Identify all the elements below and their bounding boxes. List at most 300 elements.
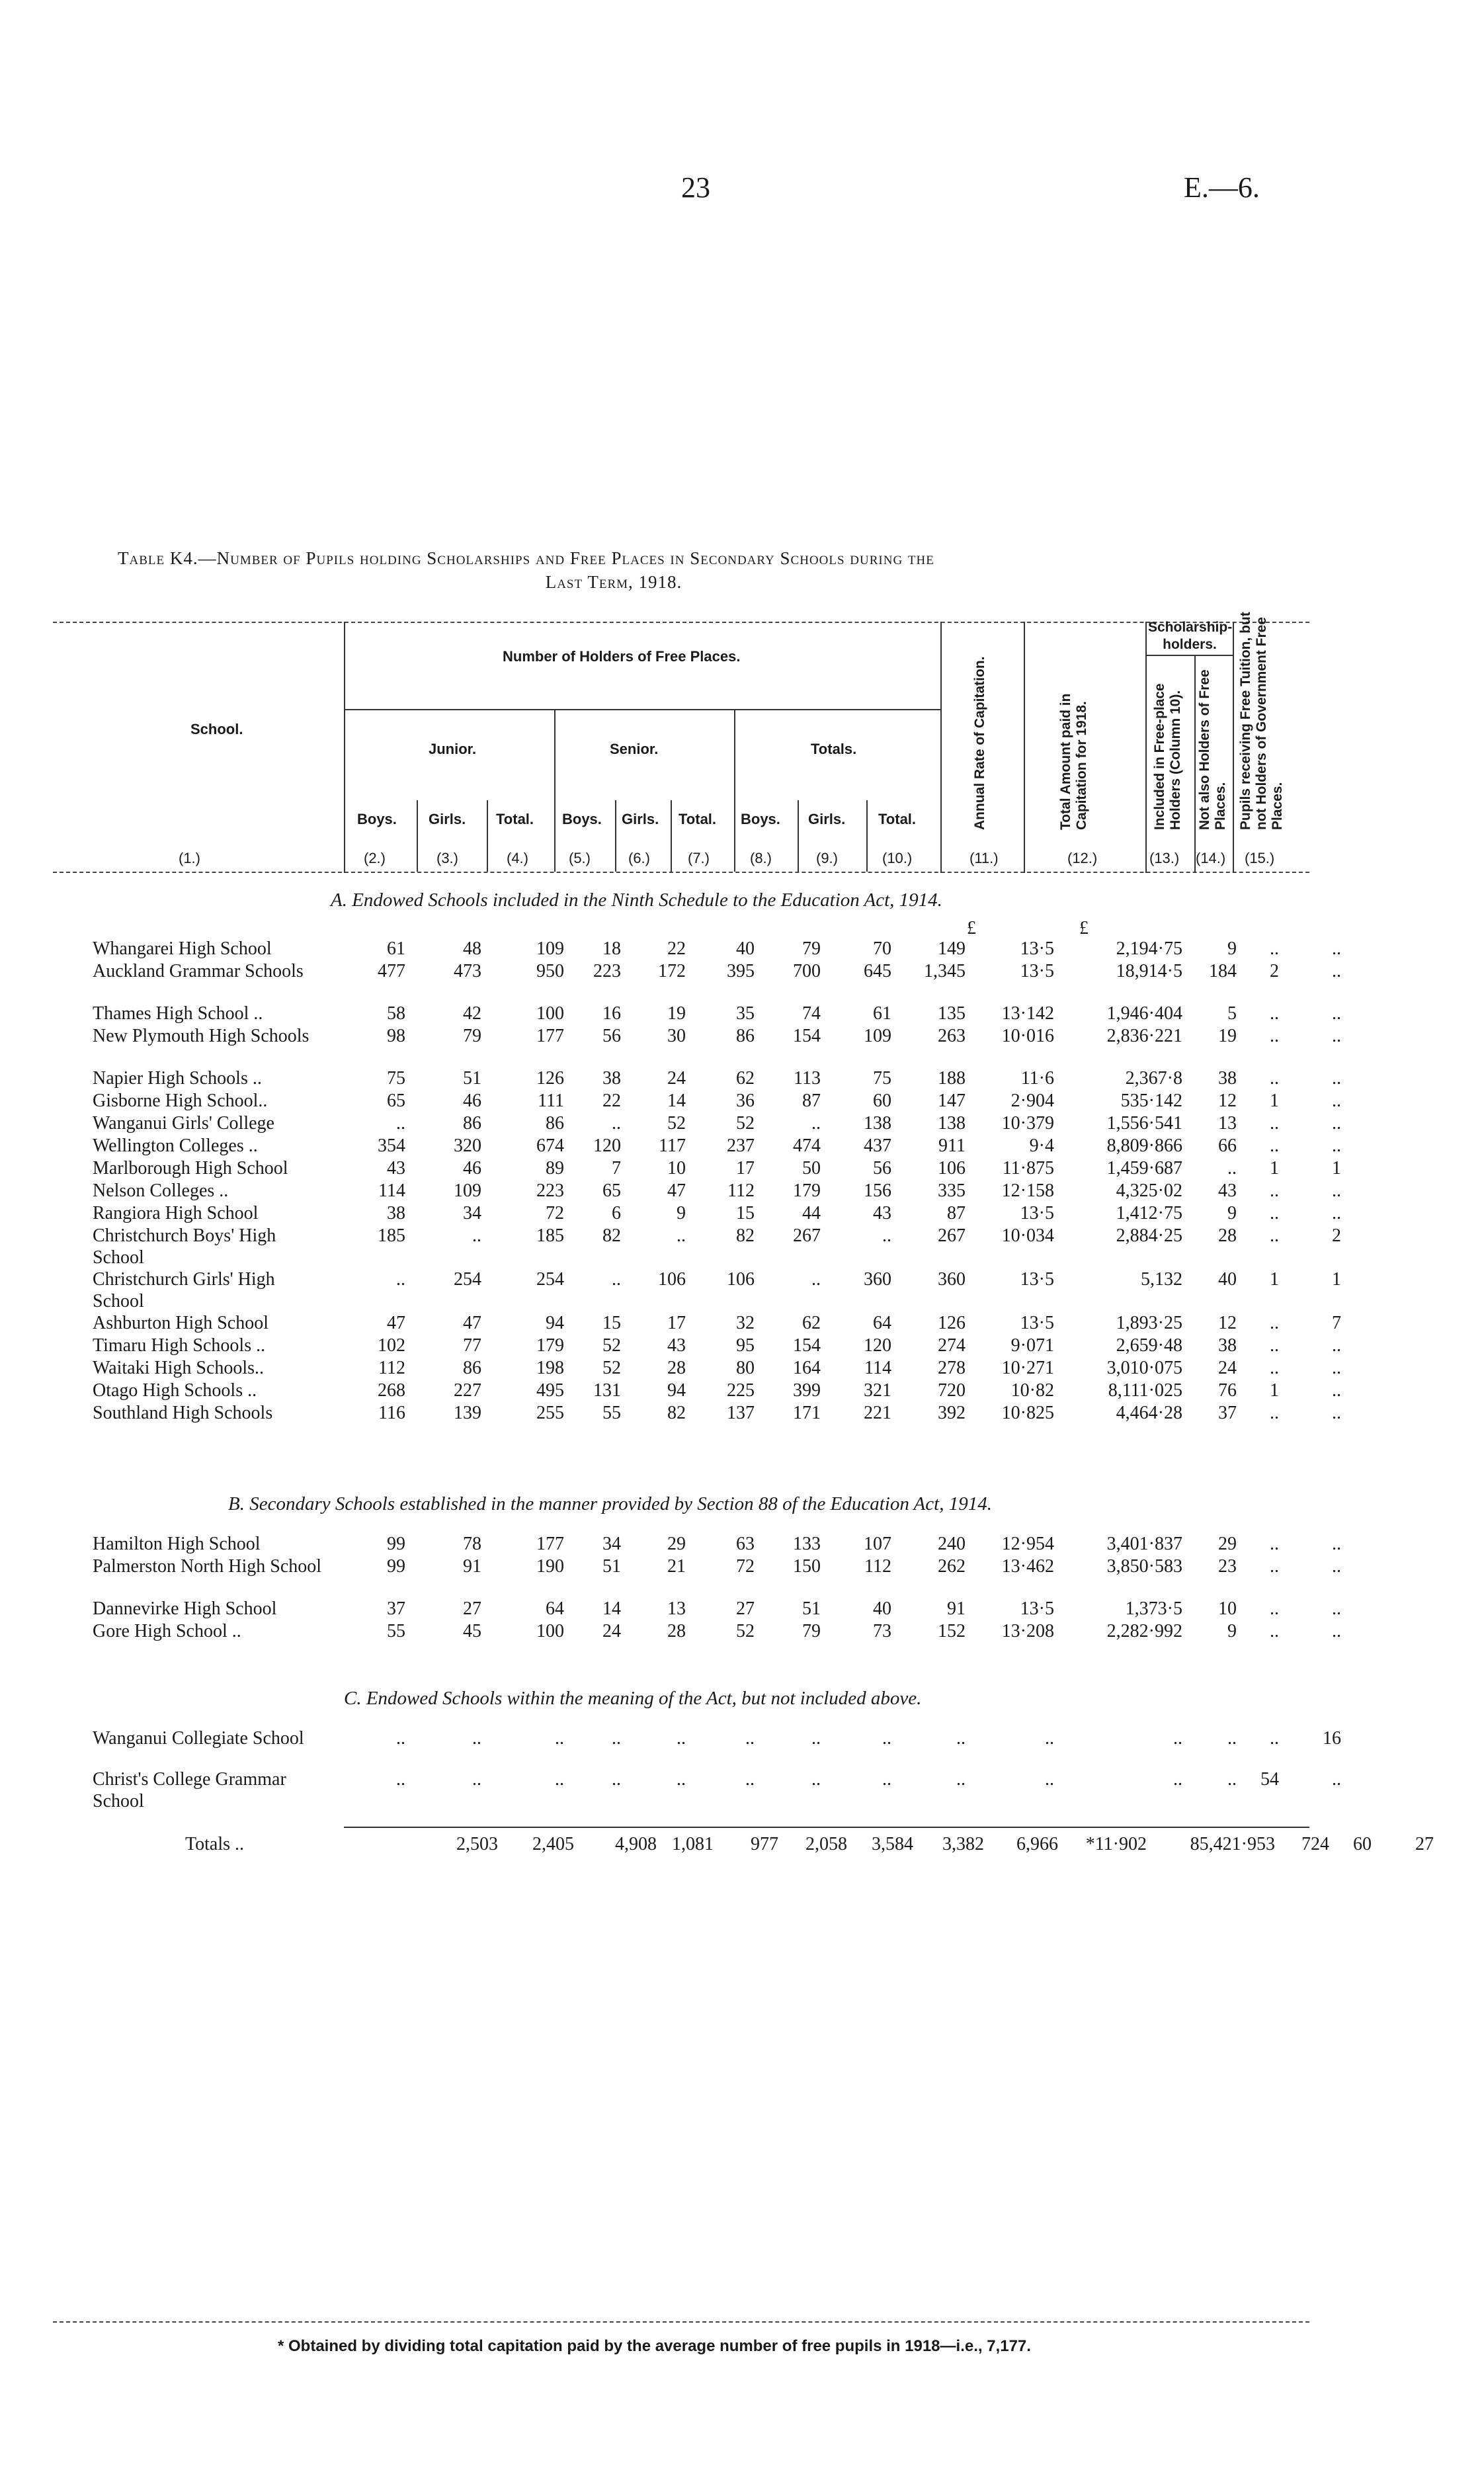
- cell-col-11: 13·5: [1020, 1269, 1054, 1290]
- cell-col-15: 1: [1332, 1158, 1341, 1179]
- cell-col-6: 106: [658, 1269, 686, 1290]
- cell-col-13: 12: [1218, 1091, 1237, 1111]
- page-number: 23: [681, 171, 710, 204]
- cell-col-12: 4,464·28: [1116, 1403, 1182, 1423]
- cell-col-5: 51: [602, 1556, 621, 1577]
- cell-col-10: 360: [938, 1269, 966, 1290]
- cell-col-14: ..: [1270, 1335, 1279, 1356]
- colnum-9: (9.): [816, 850, 838, 866]
- cell-col-2: 98: [387, 1026, 405, 1046]
- cell-col-4: 255: [536, 1403, 564, 1423]
- cell-col-13: ..: [1227, 1769, 1237, 1790]
- cell-col-5: 55: [602, 1403, 621, 1423]
- cell-col-9: 114: [864, 1358, 891, 1378]
- school-name: Dannevirke High School: [93, 1598, 277, 1619]
- cell-col-2: ..: [396, 1728, 405, 1749]
- cell-col-9: 56: [873, 1158, 891, 1179]
- cell-col-13: 5: [1227, 1003, 1237, 1024]
- cell-col-3: 51: [463, 1068, 481, 1089]
- cell-col-5: 6: [612, 1203, 621, 1223]
- included-header: Included in Free-place Holders (Column 10).: [1152, 683, 1183, 830]
- cell-col-2: 99: [387, 1534, 405, 1554]
- cell-col-11: 11·875: [1002, 1158, 1054, 1179]
- total-header: Total.: [496, 811, 534, 827]
- header-rule: [1145, 655, 1233, 656]
- cell-col-8: 87: [802, 1091, 821, 1111]
- cell-col-4: 94: [546, 1313, 564, 1333]
- cell-col-10: 720: [938, 1380, 966, 1401]
- not-also-header: Not also Holders of Free Places.: [1197, 669, 1228, 830]
- cell-col-11: 11·6: [1020, 1068, 1054, 1089]
- cell-col-7: 95: [736, 1335, 755, 1356]
- table-row: [93, 1727, 1346, 1768]
- cell-col-7: 82: [736, 1225, 755, 1246]
- cell-col-12: 1,556·541: [1106, 1113, 1182, 1134]
- cell-col-12: 4,325·02: [1116, 1180, 1182, 1201]
- cell-col-9: 120: [864, 1335, 891, 1356]
- table-row: [93, 1090, 1346, 1112]
- boys-header: Boys.: [562, 811, 602, 827]
- table-row: [93, 960, 1346, 1003]
- cell-col-15: 7: [1332, 1313, 1341, 1333]
- totals-header: Totals.: [811, 741, 857, 757]
- colnum-7: (7.): [688, 850, 710, 866]
- cell-col-15: ..: [1332, 1091, 1341, 1111]
- cell-col-10: 263: [938, 1026, 966, 1046]
- cell-col-15: ..: [1332, 1136, 1341, 1156]
- cell-col-8: ..: [811, 1769, 821, 1790]
- cell-col-11: ..: [1045, 1769, 1054, 1790]
- cell-col-4: 177: [536, 1026, 564, 1046]
- header-divider: [1145, 622, 1147, 873]
- cell-col-10: ..: [956, 1728, 966, 1749]
- cell-col-3: 34: [463, 1203, 481, 1223]
- table-row: [93, 1768, 1346, 1812]
- school-name: Whangarei High School: [93, 938, 272, 959]
- cell-col-12: 18,914·5: [1116, 961, 1182, 981]
- cell-col-11: 13·142: [1001, 1003, 1054, 1024]
- cell-col-4: 254: [536, 1269, 564, 1290]
- cell-col-5: 82: [602, 1225, 621, 1246]
- footnote: * Obtained by dividing total capitation paid by the average number of free pupils in 1918—i.e., 7,177.: [278, 2337, 1031, 2355]
- cell-col-13: 12: [1218, 1313, 1237, 1333]
- cell-col-11: 13·462: [1001, 1556, 1054, 1577]
- cell-col-7: 72: [736, 1556, 755, 1577]
- cell-col-14: ..: [1270, 1003, 1279, 1024]
- header-divider: [671, 800, 672, 872]
- cell-col-11: 9·4: [1029, 1136, 1054, 1156]
- cell-col-6: 24: [667, 1068, 686, 1089]
- cell-col-10: 240: [938, 1534, 966, 1554]
- cell-col-15: ..: [1332, 1203, 1341, 1223]
- colnum-1: (1.): [179, 850, 200, 866]
- section-b-table: [93, 1533, 1346, 1643]
- table-row: [93, 1067, 1346, 1090]
- cell-col-14: 2: [1270, 961, 1279, 981]
- cell-col-12: 1,459·687: [1106, 1158, 1182, 1179]
- school-name: Palmerston North High School: [93, 1556, 322, 1577]
- school-name: Wellington Colleges ..: [93, 1136, 258, 1156]
- cell-col-3: 473: [454, 961, 481, 981]
- senior-header: Senior.: [610, 741, 659, 757]
- colnum-3: (3.): [436, 850, 458, 866]
- total-col-12: 85,421·953: [1190, 1834, 1275, 1854]
- cell-col-2: 268: [378, 1380, 405, 1401]
- cell-col-14: ..: [1270, 1180, 1279, 1201]
- cell-col-4: 674: [536, 1136, 564, 1156]
- cell-col-14: ..: [1270, 1113, 1279, 1134]
- cell-col-9: ..: [882, 1728, 891, 1749]
- table-row: [93, 1157, 1346, 1180]
- cell-col-12: 1,946·404: [1106, 1003, 1182, 1024]
- cell-col-9: 107: [864, 1534, 891, 1554]
- table-row: [93, 1533, 1346, 1555]
- cell-col-2: 116: [378, 1403, 405, 1423]
- cell-col-12: 8,809·866: [1106, 1136, 1182, 1156]
- cell-col-15: ..: [1332, 1335, 1341, 1356]
- cell-col-7: 80: [736, 1358, 755, 1378]
- cell-col-9: 437: [864, 1136, 891, 1156]
- cell-col-7: 36: [736, 1091, 755, 1111]
- cell-col-2: 61: [387, 938, 405, 959]
- cell-col-11: 13·208: [1001, 1621, 1054, 1641]
- cell-col-8: 79: [802, 938, 821, 959]
- cell-col-12: 535·142: [1120, 1091, 1182, 1111]
- totals-table: [93, 1833, 1439, 1855]
- cell-col-12: 8,111·025: [1108, 1380, 1182, 1401]
- cell-col-6: 29: [667, 1534, 686, 1554]
- cell-col-7: ..: [745, 1769, 755, 1790]
- cell-col-10: 188: [938, 1068, 966, 1089]
- cell-col-4: 950: [536, 961, 564, 981]
- cell-col-11: 10·034: [1001, 1225, 1054, 1246]
- colnum-6: (6.): [628, 850, 650, 866]
- document-reference: E.—6.: [1184, 171, 1260, 204]
- cell-col-6: 17: [667, 1313, 686, 1333]
- cell-col-6: 172: [658, 961, 686, 981]
- cell-col-6: 13: [667, 1598, 686, 1619]
- cell-col-5: 14: [602, 1598, 621, 1619]
- cell-col-7: 225: [727, 1380, 755, 1401]
- cell-col-11: ..: [1045, 1728, 1054, 1749]
- cell-col-9: ..: [882, 1769, 891, 1790]
- cell-col-7: 86: [736, 1026, 755, 1046]
- cell-col-13: 38: [1218, 1335, 1237, 1356]
- colnum-8: (8.): [750, 850, 772, 866]
- cell-col-3: 48: [463, 938, 481, 959]
- cell-col-4: 64: [546, 1598, 564, 1619]
- total-col-13: 724: [1301, 1834, 1329, 1854]
- girls-header: Girls.: [622, 811, 659, 827]
- cell-col-6: ..: [677, 1728, 686, 1749]
- cell-col-13: 23: [1218, 1556, 1237, 1577]
- cell-col-15: ..: [1332, 1003, 1341, 1024]
- cell-col-6: ..: [677, 1769, 686, 1790]
- cell-col-13: 29: [1218, 1534, 1237, 1554]
- cell-col-10: 392: [938, 1403, 966, 1423]
- cell-col-13: 13: [1218, 1113, 1237, 1134]
- cell-col-10: 1,345: [924, 961, 966, 981]
- cell-col-9: 138: [864, 1113, 891, 1134]
- school-name: New Plymouth High Schools: [93, 1026, 309, 1046]
- cell-col-10: 135: [938, 1003, 966, 1024]
- cell-col-10: 262: [938, 1556, 966, 1577]
- school-name: Wanganui Collegiate School: [93, 1728, 304, 1749]
- cell-col-14: ..: [1270, 938, 1279, 959]
- cell-col-13: 9: [1227, 1203, 1237, 1223]
- cell-col-2: ..: [396, 1269, 405, 1290]
- free-tuition-header: Pupils receiving Free Tuition, but not Holders of Government Free Places.: [1238, 612, 1285, 830]
- cell-col-12: ..: [1173, 1769, 1182, 1790]
- cell-col-11: 2·904: [1010, 1091, 1054, 1111]
- cell-col-8: 267: [793, 1225, 821, 1246]
- cell-col-2: 47: [387, 1313, 405, 1333]
- cell-col-13: 37: [1218, 1403, 1237, 1423]
- cell-col-15: 16: [1323, 1728, 1341, 1749]
- cell-col-3: 42: [463, 1003, 481, 1024]
- table-row: [93, 1202, 1346, 1225]
- cell-col-2: 58: [387, 1003, 405, 1024]
- table-row: [93, 1380, 1346, 1402]
- cell-col-12: ..: [1173, 1728, 1182, 1749]
- cell-col-10: ..: [956, 1769, 966, 1790]
- total-col-3: 2,405: [532, 1834, 574, 1854]
- cell-col-7: 35: [736, 1003, 755, 1024]
- cell-col-3: 109: [454, 1180, 481, 1201]
- cell-col-5: 34: [602, 1534, 621, 1554]
- header-bottom-rule: [53, 872, 1309, 873]
- header-divider: [940, 622, 942, 873]
- cell-col-11: 13·5: [1020, 1313, 1054, 1333]
- cell-col-8: ..: [811, 1269, 821, 1290]
- cell-col-14: ..: [1270, 1534, 1279, 1554]
- cell-col-5: 7: [612, 1158, 621, 1179]
- cell-col-7: 395: [727, 961, 755, 981]
- totals-rule: [344, 1827, 1309, 1828]
- cell-col-13: 66: [1218, 1136, 1237, 1156]
- cell-col-8: 113: [794, 1068, 821, 1089]
- cell-col-11: 10·379: [1001, 1113, 1054, 1134]
- school-name: Christ's College Grammar School: [93, 1769, 286, 1811]
- cell-col-10: 267: [938, 1225, 966, 1246]
- school-name: Waitaki High Schools..: [93, 1358, 265, 1378]
- colnum-14: (14.): [1196, 850, 1226, 866]
- cell-col-8: 164: [793, 1358, 821, 1378]
- table-row: [93, 1112, 1346, 1135]
- cell-col-8: 74: [802, 1003, 821, 1024]
- cell-col-12: 2,836·221: [1106, 1026, 1182, 1046]
- junior-header: Junior.: [429, 741, 477, 757]
- cell-col-9: 156: [864, 1180, 891, 1201]
- total-col-2: 2,503: [456, 1834, 498, 1854]
- cell-col-5: 65: [602, 1180, 621, 1201]
- cell-col-8: 133: [793, 1534, 821, 1554]
- cell-col-12: 1,412·75: [1116, 1203, 1182, 1223]
- cell-col-7: 32: [736, 1313, 755, 1333]
- cell-col-15: ..: [1332, 1534, 1341, 1554]
- cell-col-13: 76: [1218, 1380, 1237, 1401]
- table-row: [93, 1135, 1346, 1157]
- cell-col-3: ..: [472, 1225, 481, 1246]
- cell-col-13: 40: [1218, 1269, 1237, 1290]
- cell-col-8: 51: [802, 1598, 821, 1619]
- cell-col-14: ..: [1270, 1358, 1279, 1378]
- total-header: Total.: [679, 811, 717, 827]
- cell-col-3: 254: [454, 1269, 481, 1290]
- header-rule: [344, 709, 940, 710]
- cell-col-4: 185: [536, 1225, 564, 1246]
- cell-col-13: 28: [1218, 1225, 1237, 1246]
- table-row: [93, 1402, 1346, 1425]
- cell-col-5: ..: [612, 1269, 621, 1290]
- cell-col-2: ..: [396, 1769, 405, 1790]
- cell-col-13: ..: [1227, 1728, 1237, 1749]
- cell-col-7: 63: [736, 1534, 755, 1554]
- school-name: Napier High Schools ..: [93, 1068, 262, 1089]
- cell-col-12: 5,132: [1141, 1269, 1182, 1290]
- cell-col-9: 64: [873, 1313, 891, 1333]
- title-line-2: Last Term, 1918.: [545, 572, 682, 592]
- cell-col-9: 75: [873, 1068, 891, 1089]
- cell-col-8: 44: [802, 1203, 821, 1223]
- header-divider: [866, 800, 868, 872]
- cell-col-4: 86: [546, 1113, 564, 1134]
- table-row: [93, 1555, 1346, 1598]
- cell-col-6: 10: [667, 1158, 686, 1179]
- colnum-2: (2.): [364, 850, 386, 866]
- cell-col-6: 82: [667, 1403, 686, 1423]
- cell-col-11: 13·5: [1020, 1203, 1054, 1223]
- cell-col-11: 13·5: [1020, 1598, 1054, 1619]
- cell-col-14: 1: [1270, 1380, 1279, 1401]
- cell-col-3: 227: [454, 1380, 481, 1401]
- cell-col-4: 495: [536, 1380, 564, 1401]
- table-row: [93, 1180, 1346, 1202]
- cell-col-7: 15: [736, 1203, 755, 1223]
- total-col-4: 4,908: [615, 1834, 657, 1854]
- cell-col-9: ..: [882, 1225, 891, 1246]
- school-name: Marlborough High School: [93, 1158, 288, 1179]
- cell-col-3: ..: [472, 1769, 481, 1790]
- cell-col-3: 77: [463, 1335, 481, 1356]
- cell-col-10: 147: [938, 1091, 966, 1111]
- cell-col-9: 645: [864, 961, 891, 981]
- cell-col-5: 18: [602, 938, 621, 959]
- cell-col-5: 131: [593, 1380, 621, 1401]
- cell-col-12: 3,010·075: [1106, 1358, 1182, 1378]
- cell-col-8: 79: [802, 1621, 821, 1641]
- cell-col-4: 109: [536, 938, 564, 959]
- cell-col-9: 321: [864, 1380, 891, 1401]
- cell-col-13: 10: [1218, 1598, 1237, 1619]
- cell-col-10: 106: [938, 1158, 966, 1179]
- total-col-11: *11·902: [1085, 1834, 1147, 1854]
- header-divider: [1194, 655, 1196, 873]
- cell-col-13: 9: [1227, 938, 1237, 959]
- cell-col-2: 477: [378, 961, 405, 981]
- cell-col-5: 16: [602, 1003, 621, 1024]
- cell-col-12: 2,282·992: [1106, 1621, 1182, 1641]
- table-row: [93, 1357, 1346, 1380]
- cell-col-6: 28: [667, 1621, 686, 1641]
- cell-col-3: 47: [463, 1313, 481, 1333]
- cell-col-9: 221: [864, 1403, 891, 1423]
- colnum-5: (5.): [569, 850, 591, 866]
- cell-col-2: 37: [387, 1598, 405, 1619]
- total-col-9: 3,382: [942, 1834, 984, 1854]
- cell-col-3: 46: [463, 1158, 481, 1179]
- cell-col-2: 55: [387, 1621, 405, 1641]
- cell-col-12: 1,893·25: [1116, 1313, 1182, 1333]
- cell-col-9: 73: [873, 1621, 891, 1641]
- cell-col-11: 10·016: [1001, 1026, 1054, 1046]
- header-divider: [1024, 622, 1025, 873]
- cell-col-15: ..: [1332, 1556, 1341, 1577]
- cell-col-6: 117: [659, 1136, 686, 1156]
- school-name: Ashburton High School: [93, 1313, 268, 1333]
- cell-col-14: ..: [1270, 1136, 1279, 1156]
- cell-col-10: 126: [938, 1313, 966, 1333]
- cell-col-13: 43: [1218, 1180, 1237, 1201]
- cell-col-5: ..: [612, 1728, 621, 1749]
- cell-col-15: ..: [1332, 1621, 1341, 1641]
- cell-col-6: 19: [667, 1003, 686, 1024]
- cell-col-2: 38: [387, 1203, 405, 1223]
- cell-col-2: 354: [378, 1136, 405, 1156]
- boys-header: Boys.: [741, 811, 780, 827]
- table-row: [93, 938, 1346, 960]
- cell-col-10: 138: [938, 1113, 966, 1134]
- school-name: Wanganui Girls' College: [93, 1113, 274, 1134]
- table-row: [93, 1620, 1346, 1643]
- cell-col-3: 86: [463, 1113, 481, 1134]
- cell-col-10: 152: [938, 1621, 966, 1641]
- cell-col-2: 112: [378, 1358, 405, 1378]
- total-col-8: 3,584: [872, 1834, 913, 1854]
- school-name: Gisborne High School..: [93, 1091, 268, 1111]
- cell-col-3: 86: [463, 1358, 481, 1378]
- cell-col-6: 21: [667, 1556, 686, 1577]
- cell-col-4: 89: [546, 1158, 564, 1179]
- cell-col-5: 38: [602, 1068, 621, 1089]
- cell-col-11: 10·825: [1001, 1403, 1054, 1423]
- capitation-rate-header: Annual Rate of Capitation.: [972, 656, 987, 830]
- cell-col-6: 52: [667, 1113, 686, 1134]
- cell-col-8: 179: [793, 1180, 821, 1201]
- header-divider: [1233, 622, 1234, 873]
- cell-col-7: 62: [736, 1068, 755, 1089]
- free-places-header: Number of Holders of Free Places.: [503, 648, 741, 665]
- cell-col-4: 179: [536, 1335, 564, 1356]
- cell-col-12: 2,194·75: [1116, 938, 1182, 959]
- cell-col-4: 100: [536, 1621, 564, 1641]
- school-name: Auckland Grammar Schools: [93, 961, 304, 981]
- cell-col-2: 43: [387, 1158, 405, 1179]
- cell-col-7: 17: [736, 1158, 755, 1179]
- cell-col-6: ..: [677, 1225, 686, 1246]
- school-name: Christchurch Girls' High School: [93, 1269, 275, 1311]
- table-row: [93, 1335, 1346, 1357]
- cell-col-4: 126: [536, 1068, 564, 1089]
- cell-col-14: ..: [1270, 1203, 1279, 1223]
- header-top-rule: [53, 622, 1309, 623]
- cell-col-6: 28: [667, 1358, 686, 1378]
- total-col-6: 977: [751, 1834, 778, 1854]
- cell-col-4: 190: [536, 1556, 564, 1577]
- cell-col-8: 150: [793, 1556, 821, 1577]
- cell-col-11: 9·071: [1010, 1335, 1054, 1356]
- cell-col-14: 1: [1270, 1158, 1279, 1179]
